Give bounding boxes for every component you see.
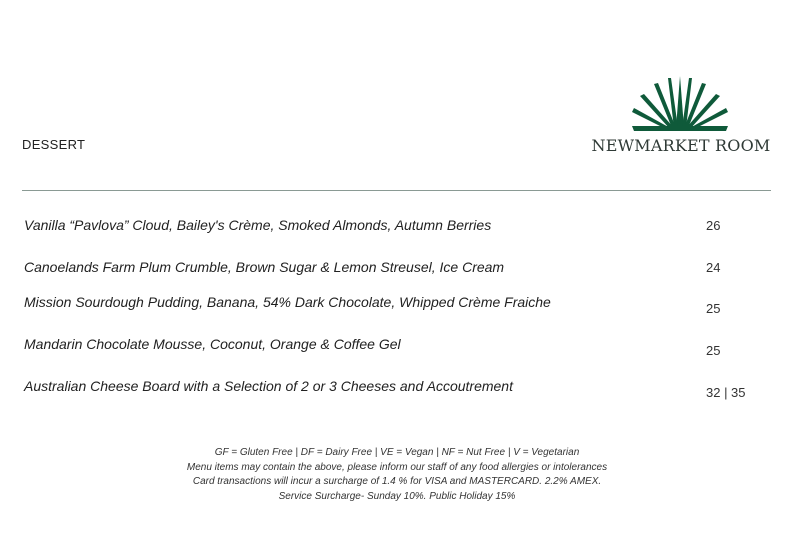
footer-notes xyxy=(0,446,794,504)
footer-dietary-key: GF = Gluten Free | DF = Dairy Free | VE = Vegan | NF = Nut Free | V = Vegetarian xyxy=(214,447,580,458)
menu-item-name: Australian Cheese Board with a Selection of 2 or 3 Cheeses and Accoutrement xyxy=(24,378,513,394)
footer-card-surcharge: Card transactions will incur a surcharge of 1.4 % for VISA and MASTERCARD. 2.2% AMEX. xyxy=(192,476,602,487)
menu-item-price: 25 xyxy=(706,343,721,358)
menu-item-name: Canoelands Farm Plum Crumble, Brown Sugar & Lemon Streusel, Ice Cream xyxy=(24,259,505,275)
menu-item-price: 26 xyxy=(706,218,721,233)
menu-item-name: Mandarin Chocolate Mousse, Coconut, Orange & Coffee Gel xyxy=(24,336,401,352)
menu-item-name: Vanilla “Pavlova” Cloud, Bailey's Crème, Smoked Almonds, Autumn Berries xyxy=(24,217,492,233)
menu-item-price: 24 xyxy=(706,260,721,275)
footer-allergy-note: Menu items may contain the above, please inform our staff of any food allergies or intolerances xyxy=(186,461,608,473)
brand-logo xyxy=(588,74,774,156)
footer-service-surcharge: Service Surcharge- Sunday 10%. Public Holiday 15% xyxy=(278,490,516,502)
menu-item-price: 32 | 35 xyxy=(706,385,746,400)
menu-item-name: Mission Sourdough Pudding, Banana, 54% Dark Chocolate, Whipped Crème Fraiche xyxy=(24,294,551,310)
logo-wordmark: NEWMARKET ROOM xyxy=(591,136,771,155)
divider xyxy=(22,190,771,191)
palm-fan-icon xyxy=(630,74,730,132)
menu-item-price: 25 xyxy=(706,301,721,316)
section-title: DESSERT xyxy=(22,137,86,152)
